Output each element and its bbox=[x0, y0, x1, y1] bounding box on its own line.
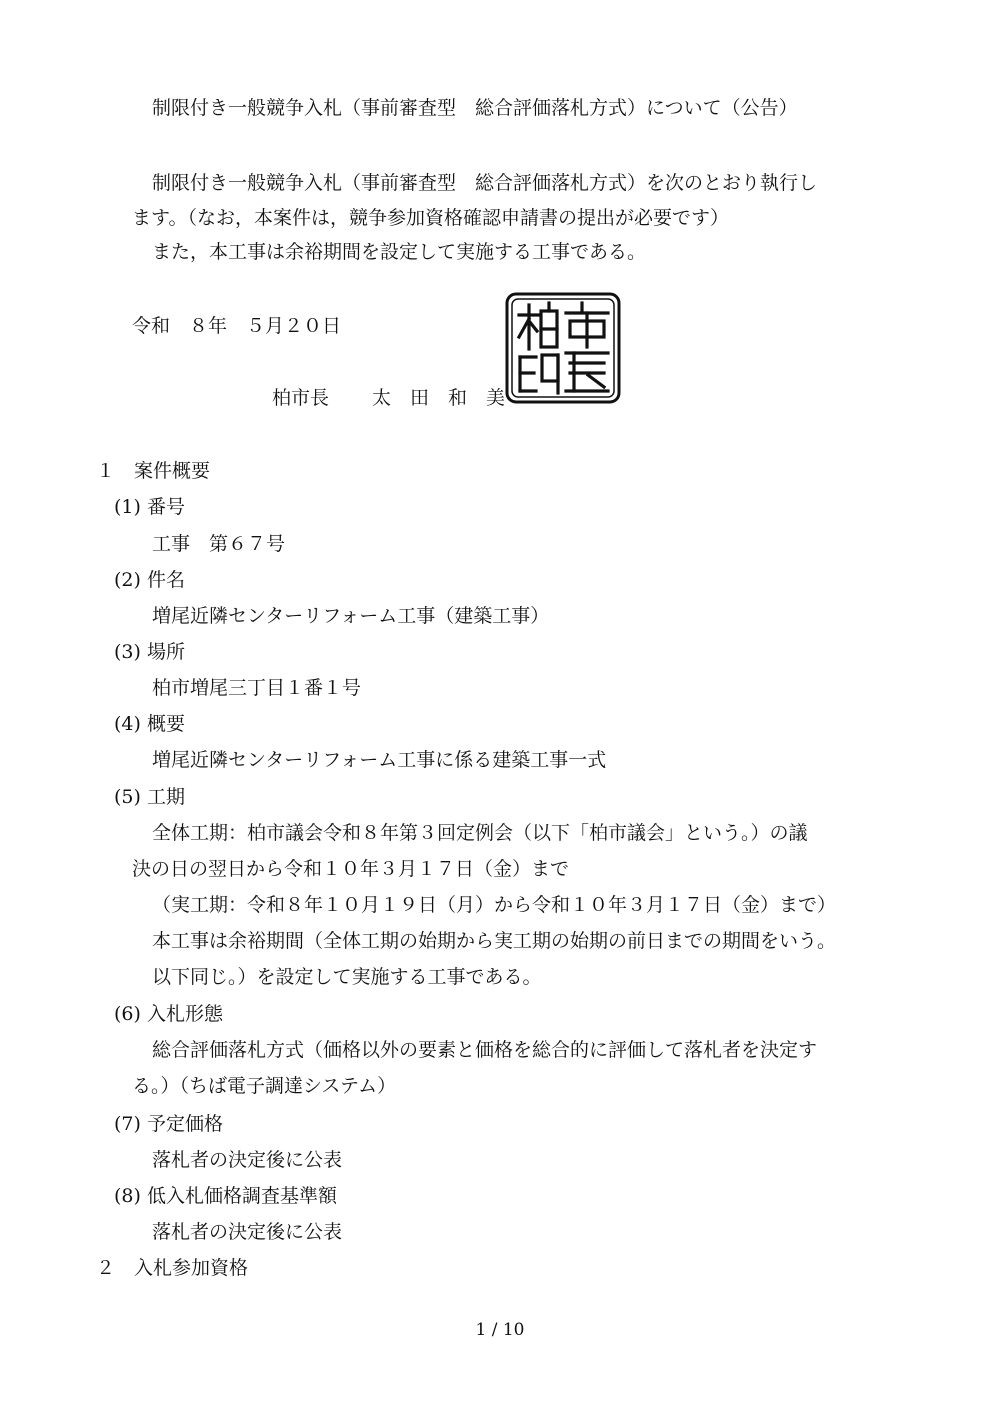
item-6-line-1: 総合評価落札方式（価格以外の要素と価格を総合的に評価して落札者を決定す bbox=[152, 1039, 818, 1061]
section-2-heading: ２ 入札参加資格 bbox=[96, 1257, 249, 1279]
item-4-value: 増尾近隣センターリフォーム工事に係る建築工事一式 bbox=[152, 749, 607, 771]
notice-date: 令和 ８年 ５月２０日 bbox=[132, 315, 342, 337]
section-1-heading: １ 案件概要 bbox=[96, 460, 211, 482]
intro-line-1: 制限付き一般競争入札（事前審査型 総合評価落札方式）を次のとおり執行し bbox=[152, 172, 818, 194]
signatory-name: 太 田 和 美 bbox=[372, 387, 506, 409]
item-5-line-4: 本工事は余裕期間（全体工期の始期から実工期の始期の前日までの期間をいう。 bbox=[152, 930, 837, 952]
item-5-label: (5) 工期 bbox=[114, 786, 185, 808]
item-6-line-2: る。）（ちば電子調達システム） bbox=[132, 1075, 397, 1097]
signatory-title: 柏市長 bbox=[272, 387, 330, 409]
item-8-value: 落札者の決定後に公表 bbox=[152, 1221, 343, 1243]
item-1-value: 工事 第６７号 bbox=[152, 533, 286, 555]
item-7-label: (7) 予定価格 bbox=[114, 1113, 223, 1135]
item-3-label: (3) 場所 bbox=[114, 641, 185, 663]
item-6-label: (6) 入札形態 bbox=[114, 1003, 223, 1025]
intro-line-3: また，本工事は余裕期間を設定して実施する工事である。 bbox=[152, 241, 647, 263]
item-4-label: (4) 概要 bbox=[114, 713, 185, 735]
item-1-label: (1) 番号 bbox=[114, 496, 185, 518]
item-3-value: 柏市増尾三丁目１番１号 bbox=[152, 677, 362, 699]
item-5-line-5: 以下同じ。）を設定して実施する工事である。 bbox=[152, 966, 542, 988]
item-2-value: 増尾近隣センターリフォーム工事（建築工事） bbox=[152, 605, 550, 627]
item-5-line-3: （実工期：令和８年１０月１９日（月）から令和１０年３月１７日（金）まで） bbox=[152, 894, 837, 916]
item-5-line-2: 決の日の翌日から令和１０年３月１７日（金）まで bbox=[132, 858, 570, 880]
page-number: 1 / 10 bbox=[475, 1320, 525, 1340]
official-seal bbox=[504, 291, 622, 405]
item-5-line-1: 全体工期：柏市議会令和８年第３回定例会（以下「柏市議会」という。）の議 bbox=[152, 822, 808, 844]
intro-line-2: ます。（なお，本案件は，競争参加資格確認申請書の提出が必要です） bbox=[132, 207, 729, 229]
document-title: 制限付き一般競争入札（事前審査型 総合評価落札方式）について（公告） bbox=[152, 97, 798, 119]
item-8-label: (8) 低入札価格調査基準額 bbox=[114, 1185, 337, 1207]
item-7-value: 落札者の決定後に公表 bbox=[152, 1149, 343, 1171]
item-2-label: (2) 件名 bbox=[114, 569, 185, 591]
